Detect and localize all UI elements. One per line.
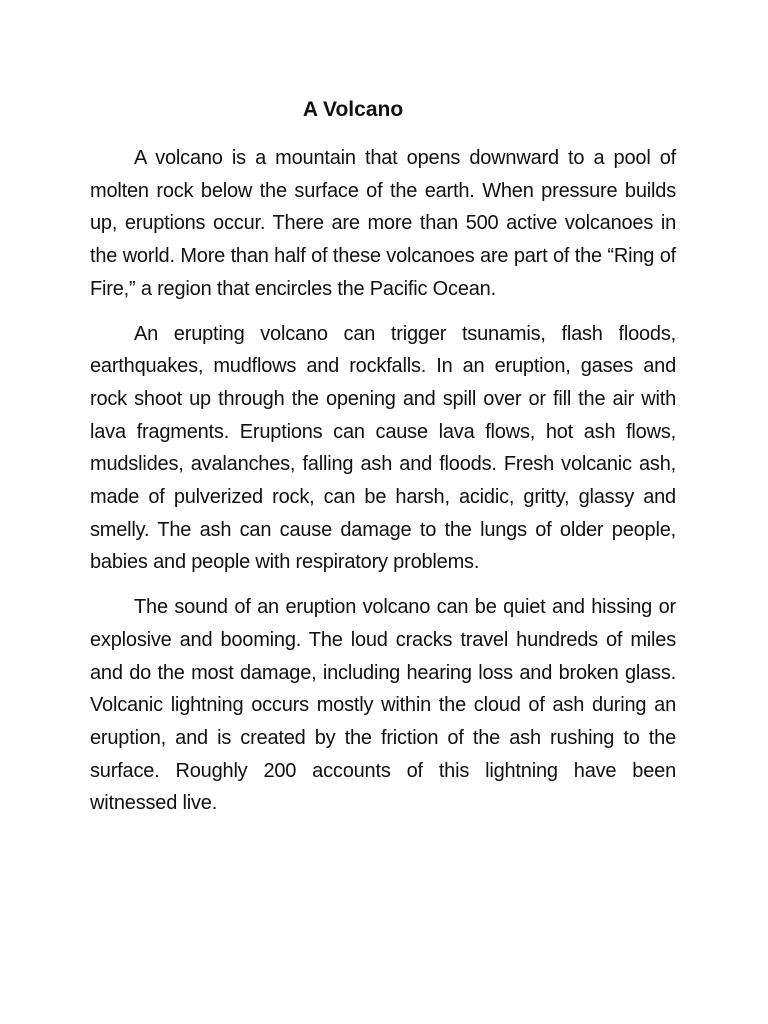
paragraph-3: The sound of an eruption volcano can be quiet and hissing or explosive and booming. The loud cracks travel hundreds of miles and do the most damage, including hearing loss and broken glass. Volcanic lightning occurs mostly within the cloud of ash during an eruption, and is created by the friction of the ash rushing to the surface. Roughly 200 accounts of this lightning have been witnessed live. bbox=[90, 596, 676, 815]
document-title: A Volcano bbox=[302, 98, 404, 121]
paragraph-1: A volcano is a mountain that opens downward to a pool of molten rock below the surface of the earth. When pressure builds up, eruptions occur. There are more than 500 active volcanoes in the world. More than half of these volcanoes are part of the “Ring of Fire,” a region that encircles the Pacific Ocean. bbox=[90, 147, 676, 300]
paragraph-2: An erupting volcano can trigger tsunamis, flash floods, earthquakes, mudflows and rockfalls. In an eruption, gases and rock shoot up through the opening and spill over or fill the air with lava fragments. Eruptions can cause lava flows, hot ash flows, mudslides, avalanches, falling ash and floods. Fresh volcanic ash, made of pulverized rock, can be harsh, acidic, gritty, glassy and smelly. The ash can cause damage to the lungs of older people, babies and people with respiratory problems. bbox=[90, 322, 676, 574]
document-body bbox=[90, 142, 676, 832]
